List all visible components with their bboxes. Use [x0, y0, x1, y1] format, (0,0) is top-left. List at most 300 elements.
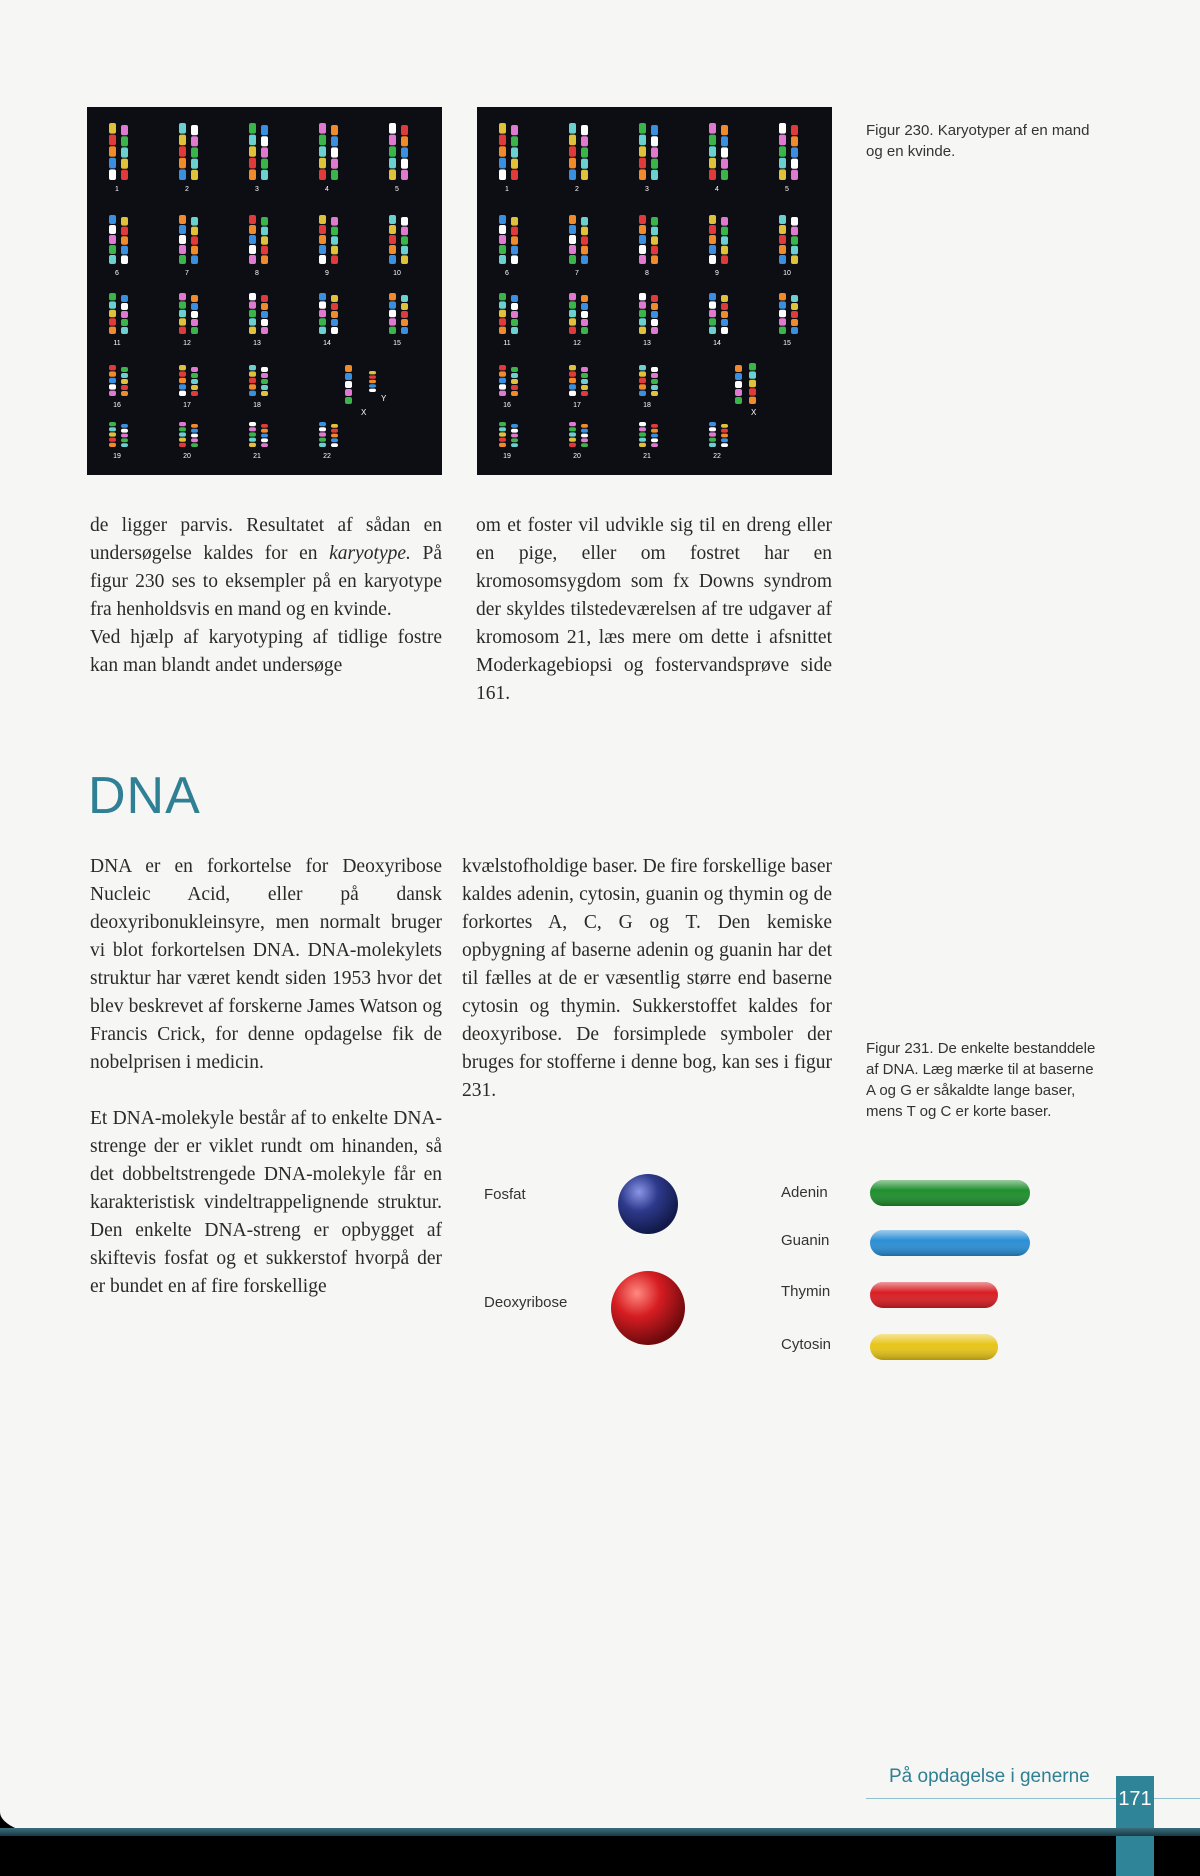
chromosome-band: [511, 295, 518, 302]
chromosome-9-b: [331, 217, 338, 264]
intro-paragraph-1: [90, 512, 442, 624]
chromosome-14-b: [331, 295, 338, 334]
chromosome-band: [709, 245, 716, 254]
chromosome-band: [709, 123, 716, 134]
chromosome-3-b: [651, 125, 658, 180]
thymin-bar-shine: [870, 1282, 998, 1308]
chromosome-band: [511, 438, 518, 442]
chromosome-band: [791, 327, 798, 334]
chromosome-band: [721, 303, 728, 310]
chromosome-band: [511, 424, 518, 428]
chromosome-band: [345, 365, 352, 372]
chromosome-band: [511, 136, 518, 146]
chromosome-band: [369, 380, 376, 383]
chromosome-band: [709, 438, 716, 442]
chromosome-band: [109, 255, 116, 264]
chromosome-band: [179, 427, 186, 431]
chromosome-band: [639, 422, 646, 426]
chromosome-band: [569, 384, 576, 389]
dna-column-2: [462, 853, 832, 1105]
chromosome-band: [191, 443, 198, 447]
chromosome-band: [639, 146, 646, 157]
chromosome-band: [319, 301, 326, 308]
chromosome-3-a: [249, 123, 256, 180]
chromosome-band: [319, 215, 326, 224]
chromosome-band: [369, 389, 376, 392]
chromosome-4-b: [331, 125, 338, 180]
chromosome-band: [709, 301, 716, 308]
intro-paragraph-3: om et foster vil udvikle sig til en dreng eller en pige, eller om fostret har en kromosomsygdom som fx Downs syndrom der skyldes tilstedeværelsen af tre udgaver af kromosom 21, læs mere om dette i afsnittet Moderkagebiopsi og fostervandsprøve side 161.: [476, 515, 832, 704]
chromosome-band: [511, 429, 518, 433]
chromosome-band: [651, 147, 658, 157]
chromosome-band: [779, 225, 786, 234]
sex-chromosome-y: [369, 371, 376, 392]
chromosome-8-a: [249, 215, 256, 264]
chromosome-band: [249, 438, 256, 442]
chromosome-band: [709, 310, 716, 317]
chromosome-band: [331, 217, 338, 226]
chromosome-2-b: [581, 125, 588, 180]
chromosome-band: [511, 327, 518, 334]
chromosome-number-label: 8: [255, 270, 259, 277]
chromosome-band: [319, 255, 326, 264]
chromosome-14-a: [709, 293, 716, 334]
chromosome-4-a: [319, 123, 326, 180]
chromosome-band: [569, 255, 576, 264]
chromosome-band: [779, 293, 786, 300]
chromosome-band: [261, 303, 268, 310]
chromosome-5-a: [779, 123, 786, 180]
chromosome-band: [121, 303, 128, 310]
chromosome-band: [109, 365, 116, 370]
chromosome-band: [191, 159, 198, 169]
chromosome-band: [191, 147, 198, 157]
chromosome-band: [721, 438, 728, 442]
chromosome-band: [499, 135, 506, 146]
adenin-label: Adenin: [781, 1184, 828, 1201]
chromosome-band: [121, 373, 128, 378]
chromosome-16-a: [499, 365, 506, 396]
chromosome-12-b: [581, 295, 588, 334]
chromosome-band: [581, 236, 588, 245]
chromosome-19-a: [109, 422, 116, 447]
chromosome-number-label: 2: [185, 186, 189, 193]
chromosome-17-b: [581, 367, 588, 396]
chromosome-band: [569, 443, 576, 447]
chromosome-band: [319, 235, 326, 244]
chromosome-18-b: [261, 367, 268, 396]
chromosome-band: [581, 217, 588, 226]
chromosome-band: [569, 432, 576, 436]
chromosome-band: [261, 373, 268, 378]
chromosome-band: [651, 319, 658, 326]
chromosome-band: [261, 327, 268, 334]
chromosome-16-b: [121, 367, 128, 396]
deoxyribose-label: Deoxyribose: [484, 1294, 568, 1311]
chromosome-band: [249, 169, 256, 180]
chromosome-band: [511, 385, 518, 390]
chromosome-band: [639, 391, 646, 396]
chromosome-3-b: [261, 125, 268, 180]
cytosin-label: Cytosin: [781, 1336, 832, 1353]
chromosome-number-label: 12: [183, 340, 191, 347]
guanin-bar-shine: [870, 1230, 1030, 1256]
chromosome-band: [249, 443, 256, 447]
chromosome-band: [581, 434, 588, 438]
chromosome-21-b: [261, 424, 268, 447]
chromosome-band: [389, 123, 396, 134]
chromosome-band: [249, 146, 256, 157]
chromosome-band: [569, 310, 576, 317]
chromosome-number-label: 3: [645, 186, 649, 193]
chromosome-band: [179, 158, 186, 169]
chromosome-band: [709, 422, 716, 426]
chromosome-band: [179, 422, 186, 426]
chromosome-21-a: [639, 422, 646, 447]
fosfat-sphere: [618, 1174, 678, 1234]
chromosome-band: [639, 293, 646, 300]
chromosome-band: [389, 235, 396, 244]
chromosome-band: [709, 327, 716, 334]
chromosome-band: [735, 365, 742, 372]
chromosome-band: [791, 159, 798, 169]
chromosome-band: [109, 293, 116, 300]
chromosome-band: [331, 147, 338, 157]
chromosome-2-b: [191, 125, 198, 180]
chromosome-band: [179, 301, 186, 308]
chromosome-band: [721, 255, 728, 264]
chromosome-band: [709, 215, 716, 224]
chromosome-band: [121, 227, 128, 236]
chromosome-band: [389, 301, 396, 308]
chromosome-1-b: [511, 125, 518, 180]
chromosome-band: [179, 438, 186, 442]
chromosome-band: [319, 432, 326, 436]
chromosome-band: [179, 235, 186, 244]
chromosome-band: [581, 246, 588, 255]
chromosome-band: [249, 384, 256, 389]
chromosome-band: [709, 427, 716, 431]
chromosome-22-a: [709, 422, 716, 447]
section-heading-dna: DNA: [88, 767, 201, 825]
chromosome-band: [191, 367, 198, 372]
chromosome-2-a: [569, 123, 576, 180]
chromosome-band: [511, 255, 518, 264]
chromosome-band: [191, 303, 198, 310]
chromosome-12-a: [179, 293, 186, 334]
chromosome-band: [779, 158, 786, 169]
chromosome-band: [179, 255, 186, 264]
adenin-bar-shine: [870, 1180, 1030, 1206]
chromosome-1-a: [499, 123, 506, 180]
chromosome-band: [319, 443, 326, 447]
chromosome-band: [121, 385, 128, 390]
chromosome-band: [249, 365, 256, 370]
chromosome-band: [511, 303, 518, 310]
chromosome-band: [121, 217, 128, 226]
chromosome-band: [109, 327, 116, 334]
chromosome-band: [581, 327, 588, 334]
deoxyribose-sphere: [611, 1271, 685, 1345]
chromosome-19-b: [121, 424, 128, 447]
chromosome-band: [779, 235, 786, 244]
chromosome-band: [179, 146, 186, 157]
guanin-label: Guanin: [781, 1232, 830, 1249]
chromosome-band: [721, 443, 728, 447]
chromosome-6-a: [499, 215, 506, 264]
chromosome-band: [569, 371, 576, 376]
chromosome-band: [749, 363, 756, 370]
chromosome-band: [331, 295, 338, 302]
chromosome-band: [389, 146, 396, 157]
chromosome-band: [249, 215, 256, 224]
chromosome-band: [569, 318, 576, 325]
chromosome-band: [179, 245, 186, 254]
chromosome-band: [791, 125, 798, 135]
chromosome-band: [261, 255, 268, 264]
chromosome-band: [109, 225, 116, 234]
chromosome-18-b: [651, 367, 658, 396]
chromosome-number-label: 15: [393, 340, 401, 347]
chromosome-band: [499, 301, 506, 308]
chromosome-band: [261, 236, 268, 245]
chromosome-band: [721, 295, 728, 302]
chromosome-2-a: [179, 123, 186, 180]
chromosome-band: [319, 135, 326, 146]
chromosome-number-label: 22: [713, 453, 721, 460]
chromosome-4-a: [709, 123, 716, 180]
chromosome-number-label: 14: [323, 340, 331, 347]
chromosome-band: [401, 327, 408, 334]
chromosome-band: [401, 295, 408, 302]
chromosome-18-a: [639, 365, 646, 396]
chromosome-band: [639, 158, 646, 169]
thymin-label: Thymin: [781, 1283, 831, 1300]
chromosome-band: [651, 367, 658, 372]
chromosome-band: [709, 443, 716, 447]
chromosome-band: [569, 391, 576, 396]
chromosome-band: [639, 427, 646, 431]
chromosome-band: [121, 443, 128, 447]
chromosome-band: [249, 225, 256, 234]
chromosome-band: [389, 318, 396, 325]
chromosome-band: [791, 311, 798, 318]
chromosome-band: [401, 311, 408, 318]
chromosome-band: [191, 227, 198, 236]
chromosome-17-b: [191, 367, 198, 396]
chromosome-band: [179, 365, 186, 370]
chromosome-number-label: 21: [253, 453, 261, 460]
chromosome-band: [511, 434, 518, 438]
chromosome-band: [581, 429, 588, 433]
chromosome-8-b: [261, 217, 268, 264]
chromosome-band: [109, 169, 116, 180]
chromosome-1-b: [121, 125, 128, 180]
chromosome-band: [319, 169, 326, 180]
chromosome-band: [319, 318, 326, 325]
chromosome-band: [345, 397, 352, 404]
chromosome-8-b: [651, 217, 658, 264]
chromosome-number-label: 17: [573, 402, 581, 409]
intro-column-2: [476, 512, 832, 708]
chromosome-band: [651, 391, 658, 396]
chromosome-band: [651, 424, 658, 428]
chromosome-band: [319, 245, 326, 254]
chromosome-band: [639, 384, 646, 389]
chromosome-band: [261, 429, 268, 433]
chromosome-band: [499, 293, 506, 300]
chromosome-band: [651, 434, 658, 438]
chromosome-9-b: [721, 217, 728, 264]
chromosome-band: [791, 236, 798, 245]
chromosome-band: [581, 227, 588, 236]
chromosome-band: [569, 378, 576, 383]
chromosome-band: [639, 123, 646, 134]
chromosome-band: [109, 422, 116, 426]
chromosome-22-b: [331, 424, 338, 447]
chromosome-band: [499, 422, 506, 426]
chromosome-11-b: [121, 295, 128, 334]
chromosome-band: [401, 255, 408, 264]
chromosome-band: [345, 389, 352, 396]
chromosome-band: [389, 255, 396, 264]
chromosome-band: [401, 159, 408, 169]
chromosome-number-label: 22: [323, 453, 331, 460]
chromosome-22-b: [721, 424, 728, 447]
chromosome-band: [749, 397, 756, 404]
chromosome-band: [389, 327, 396, 334]
chromosome-band: [651, 227, 658, 236]
chromosome-band: [499, 158, 506, 169]
chromosome-band: [331, 434, 338, 438]
chromosome-band: [389, 169, 396, 180]
chromosome-band: [109, 301, 116, 308]
chromosome-band: [249, 427, 256, 431]
chromosome-band: [499, 169, 506, 180]
chromosome-band: [331, 319, 338, 326]
chromosome-band: [651, 443, 658, 447]
chromosome-band: [121, 236, 128, 245]
chromosome-band: [651, 255, 658, 264]
chromosome-number-label: 13: [643, 340, 651, 347]
sex-label-y: Y: [381, 394, 387, 403]
chromosome-number-label: 18: [643, 402, 651, 409]
chromosome-band: [109, 158, 116, 169]
chromosome-band: [651, 217, 658, 226]
chromosome-number-label: 13: [253, 340, 261, 347]
chromosome-band: [569, 169, 576, 180]
chromosome-band: [499, 371, 506, 376]
chromosome-band: [791, 246, 798, 255]
chromosome-band: [191, 434, 198, 438]
chromosome-band: [709, 146, 716, 157]
chromosome-9-a: [319, 215, 326, 264]
chromosome-band: [179, 135, 186, 146]
chromosome-band: [401, 217, 408, 226]
chromosome-band: [791, 255, 798, 264]
chromosome-7-a: [179, 215, 186, 264]
chromosome-band: [499, 123, 506, 134]
sex-chromosome-x: [345, 365, 352, 404]
chromosome-band: [569, 293, 576, 300]
chromosome-band: [389, 215, 396, 224]
chromosome-band: [191, 319, 198, 326]
chromosome-band: [261, 385, 268, 390]
chromosome-band: [749, 371, 756, 378]
chromosome-band: [709, 158, 716, 169]
chromosome-band: [779, 245, 786, 254]
sex-label-x: X: [751, 408, 757, 417]
chromosome-band: [499, 310, 506, 317]
chromosome-20-a: [569, 422, 576, 447]
chromosome-band: [569, 123, 576, 134]
chromosome-band: [109, 123, 116, 134]
chromosome-11-b: [511, 295, 518, 334]
chromosome-band: [639, 135, 646, 146]
chromosome-band: [569, 215, 576, 224]
chromosome-band: [179, 310, 186, 317]
chromosome-9-a: [709, 215, 716, 264]
chromosome-6-a: [109, 215, 116, 264]
chromosome-band: [179, 443, 186, 447]
chromosome-band: [179, 378, 186, 383]
chromosome-band: [651, 327, 658, 334]
chromosome-band: [121, 159, 128, 169]
chromosome-number-label: 9: [325, 270, 329, 277]
chromosome-band: [249, 310, 256, 317]
chromosome-band: [249, 391, 256, 396]
chromosome-5-a: [389, 123, 396, 180]
chromosome-band: [791, 170, 798, 180]
chromosome-band: [569, 365, 576, 370]
chromosome-band: [261, 147, 268, 157]
chromosome-band: [319, 438, 326, 442]
chromosome-band: [499, 378, 506, 383]
chromosome-3-a: [639, 123, 646, 180]
chromosome-band: [261, 311, 268, 318]
chromosome-band: [779, 310, 786, 317]
chromosome-13-a: [249, 293, 256, 334]
chromosome-band: [261, 136, 268, 146]
chromosome-band: [651, 170, 658, 180]
chromosome-10-b: [401, 217, 408, 264]
chromosome-band: [639, 310, 646, 317]
chromosome-band: [791, 136, 798, 146]
chromosome-band: [581, 136, 588, 146]
chromosome-band: [401, 227, 408, 236]
chromosome-band: [511, 311, 518, 318]
chromosome-16-a: [109, 365, 116, 396]
figure-230-caption: Figur 230. Karyotyper af en mand og en kvinde.: [866, 122, 1090, 160]
chromosome-19-a: [499, 422, 506, 447]
chromosome-band: [569, 427, 576, 431]
chromosome-band: [179, 225, 186, 234]
chromosome-band: [389, 225, 396, 234]
chromosome-band: [179, 318, 186, 325]
male-karyotype-chromosomes: [87, 107, 442, 475]
chromosome-band: [319, 327, 326, 334]
chromosome-band: [249, 301, 256, 308]
chromosome-7-b: [581, 217, 588, 264]
chromosome-number-label: 7: [575, 270, 579, 277]
chromosome-band: [249, 378, 256, 383]
chromosome-number-label: 8: [645, 270, 649, 277]
chromosome-band: [121, 311, 128, 318]
chromosome-band: [389, 135, 396, 146]
chromosome-band: [191, 385, 198, 390]
chromosome-band: [721, 424, 728, 428]
chromosome-band: [319, 310, 326, 317]
